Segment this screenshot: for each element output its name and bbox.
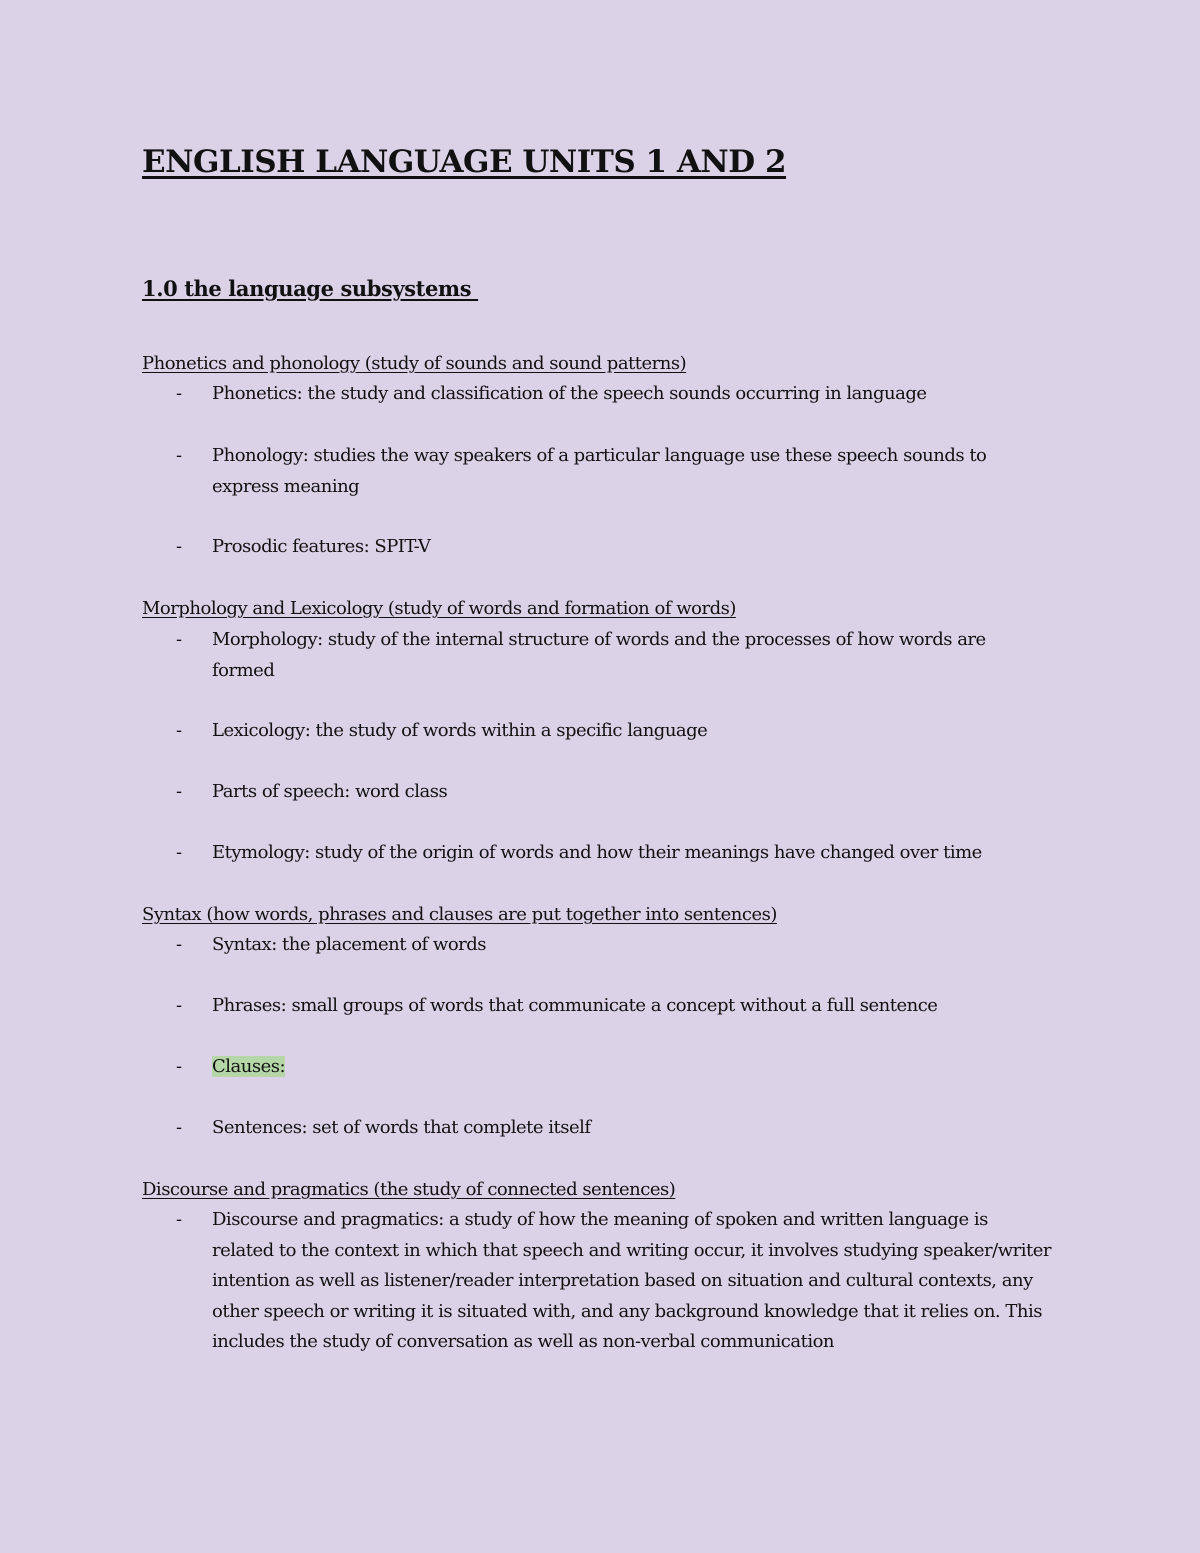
list-dash: - [176,1209,182,1230]
list-item [142,1113,1052,1144]
list-dash: - [176,536,182,557]
list-item-text: Discourse and pragmatics: a study of how the meaning of spoken and written language is related to the context in which that speech and writing occur, it involves studying speaker/writer intention as well as listener/reader interpretation based on situation and cultural contexts, any other speech or writing it is situated with, and any background knowledge that it relies on. This includes the study of conversation as well as non-verbal communication [212,1209,1051,1353]
list-item [142,532,1052,563]
document-title: ENGLISH LANGUAGE UNITS 1 AND 2 [142,144,787,180]
list-item [142,930,1052,961]
list-dash: - [176,629,182,650]
list-item-text: Syntax: the placement of words [212,934,487,955]
highlighted-text: Clauses: [212,1056,286,1077]
group-heading-discourse-pragmatics: Discourse and pragmatics (the study of connected sentences) [142,1179,676,1200]
list-item-text: Lexicology: the study of words within a specific language [212,720,708,741]
list-item [142,838,1052,869]
list-item-text [212,1052,1052,1083]
list-item [142,991,1052,1022]
list-item-text: Etymology: study of the origin of words and how their meanings have changed over time [212,842,982,863]
list-item-text: Phrases: small groups of words that communicate a concept without a full sentence [212,995,938,1016]
section-heading: 1.0 the language subsystems [142,276,479,301]
list-dash: - [176,1056,182,1077]
document-page [142,140,1052,1353]
list-item-text: Phonology: studies the way speakers of a particular language use these speech sounds to express meaning [212,445,987,497]
list-item-text: Sentences: set of words that complete itself [212,1117,591,1138]
list-item-text: Phonetics: the study and classification of the speech sounds occurring in language [212,383,927,404]
list-dash: - [176,842,182,863]
group-heading-phonetics-phonology: Phonetics and phonology (study of sounds and sound patterns) [142,353,687,374]
list-dash: - [176,995,182,1016]
list-item-text: Parts of speech: word class [212,781,448,802]
list-dash: - [176,445,182,466]
list-item [142,716,1052,747]
list-dash: - [176,720,182,741]
list-item [142,1205,1052,1358]
list-item [142,379,1052,410]
list-dash: - [176,934,182,955]
list-dash: - [176,1117,182,1138]
list-dash: - [176,383,182,404]
list-item [142,625,1052,686]
list-item [142,1052,1052,1083]
list-dash: - [176,781,182,802]
list-item [142,777,1052,808]
list-item-text: Morphology: study of the internal structure of words and the processes of how words are formed [212,629,986,681]
group-heading-syntax: Syntax (how words, phrases and clauses are put together into sentences) [142,904,777,925]
group-heading-morphology-lexicology: Morphology and Lexicology (study of words and formation of words) [142,598,736,619]
list-item-text: Prosodic features: SPIT-V [212,536,431,557]
list-item [142,441,1052,502]
